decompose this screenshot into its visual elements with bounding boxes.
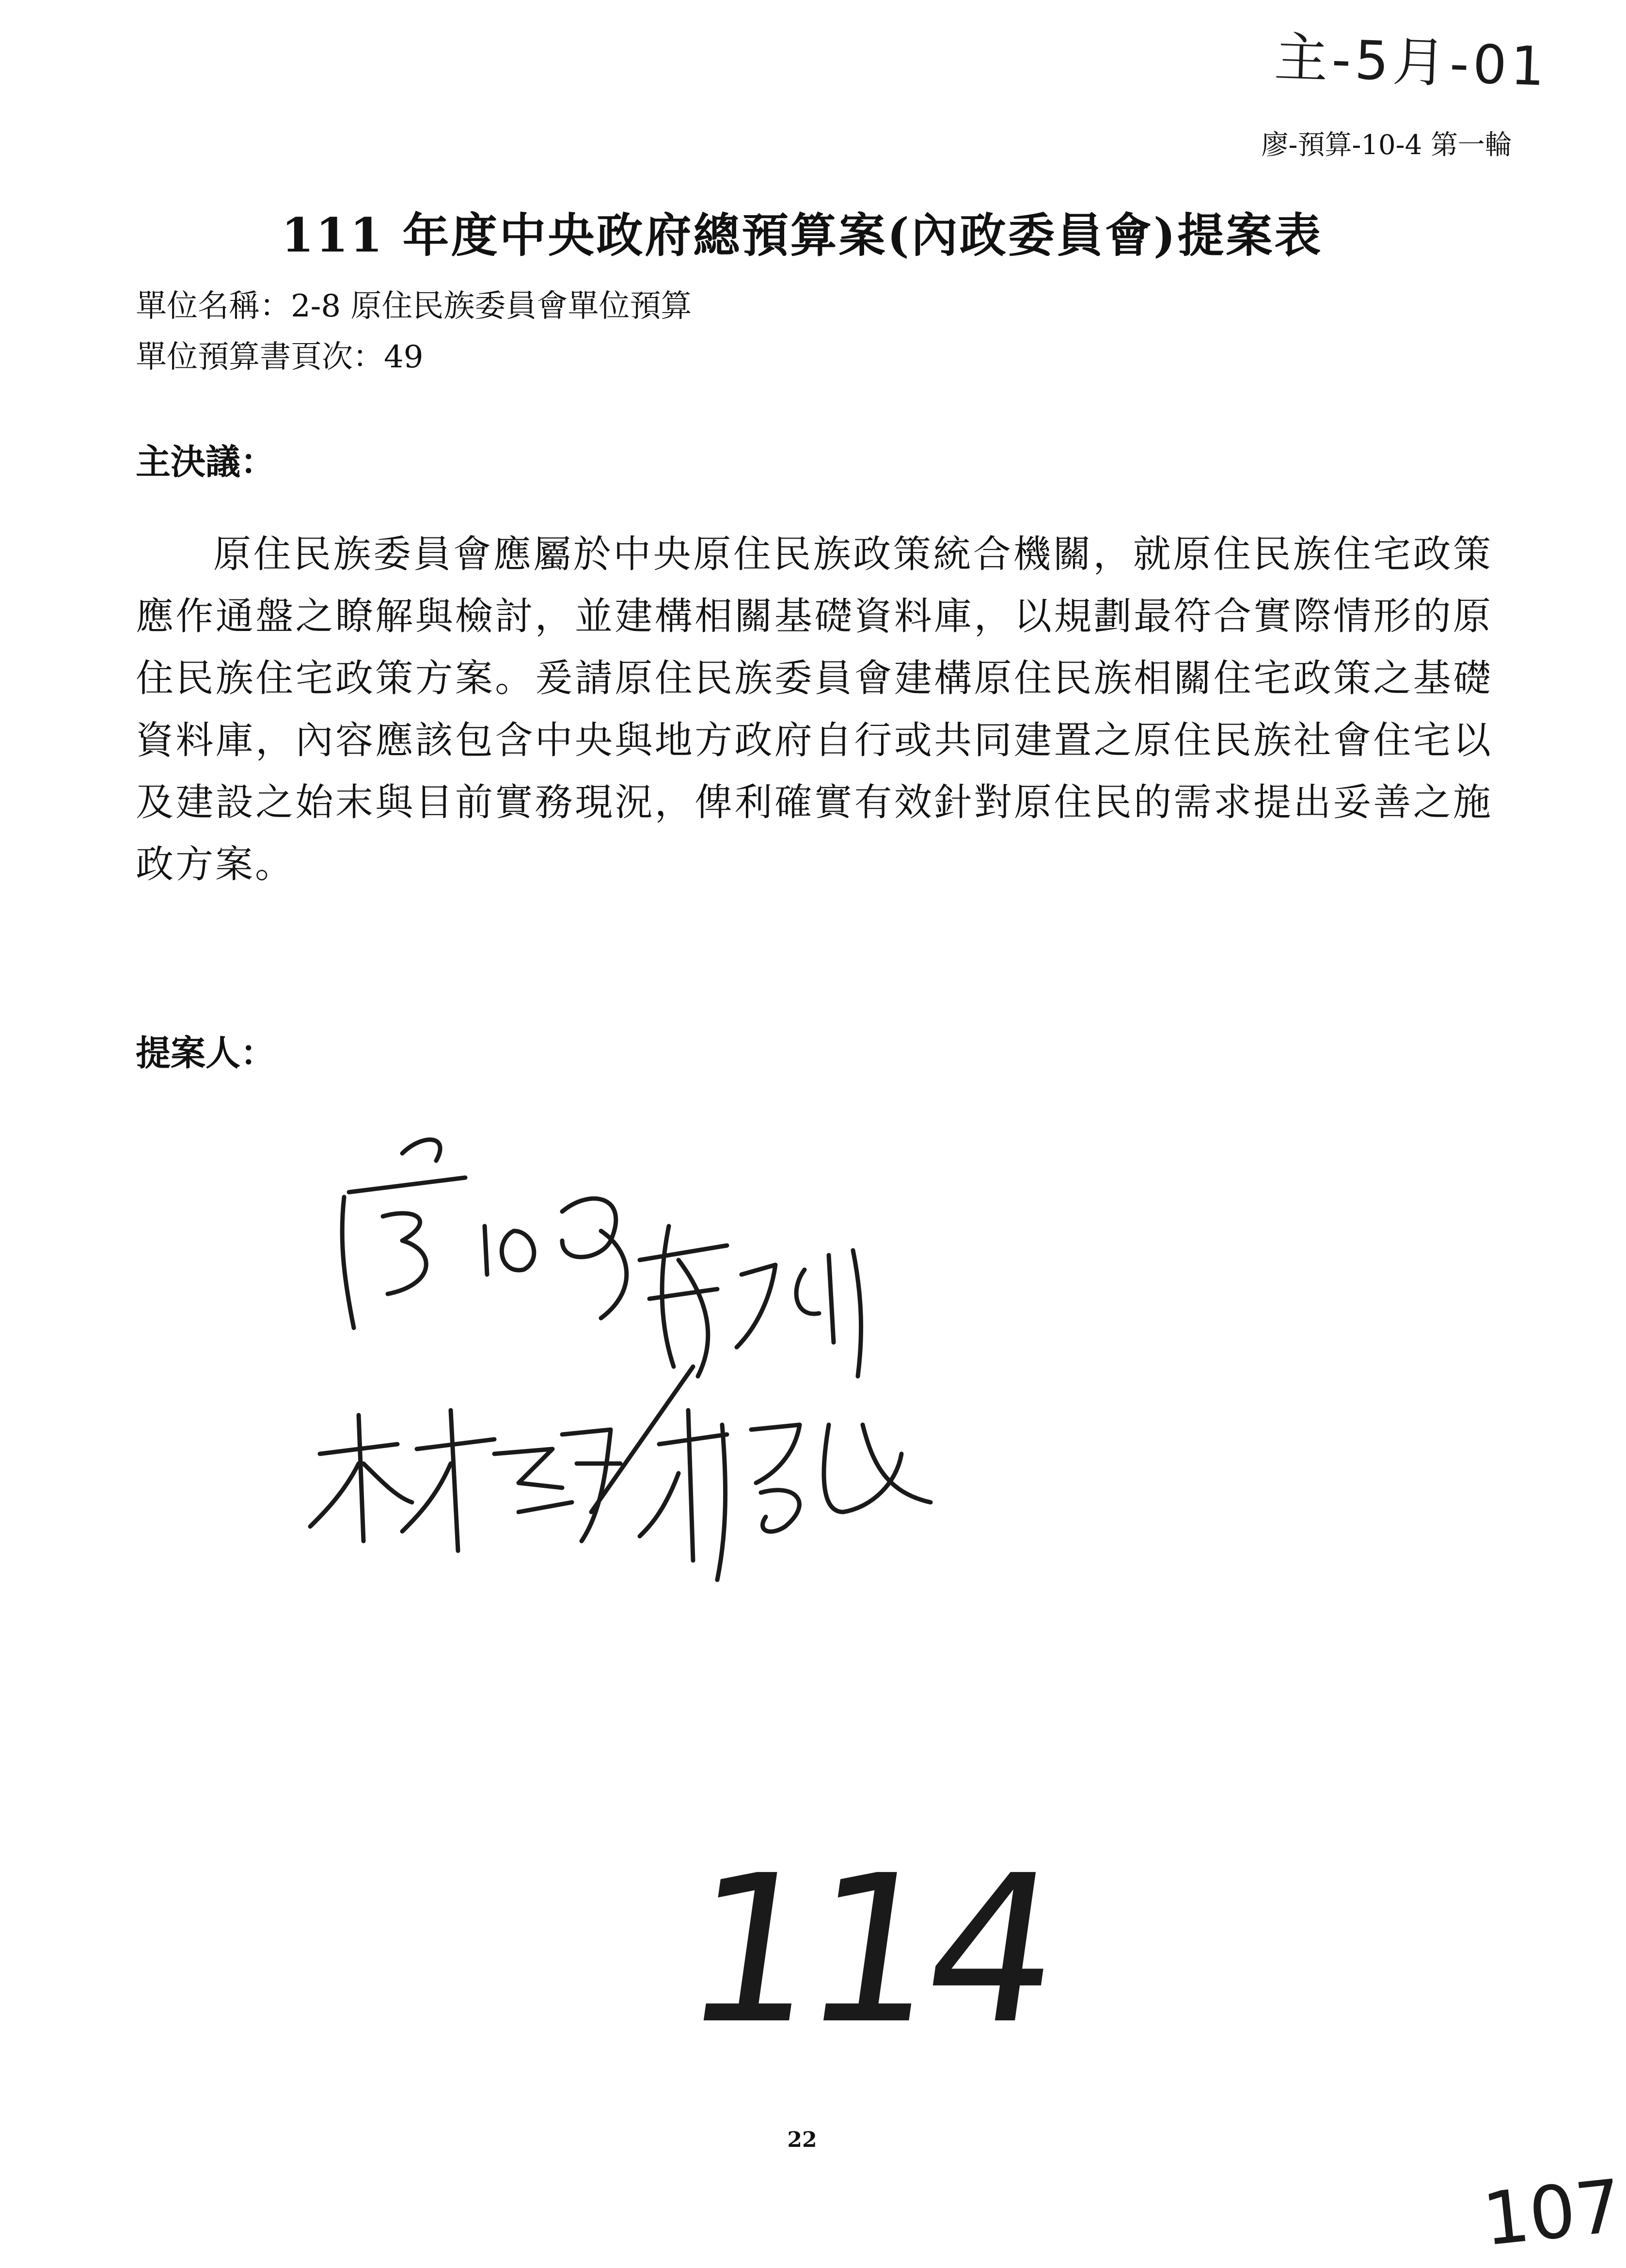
- resolution-body: 原住民族委員會應屬於中央原住民族政策統合機關，就原住民族住宅政策應作通盤之瞭解與檢討，並建構相關基礎資料庫，以規劃最符合實際情形的原住民族住宅政策方案。爰請原住民族委員會建構原住民族相關住宅政策之基礎資料庫，內容應該包含中央與地方政府自行或共同建置之原住民族社會住宅以及建設之始末與目前實務現況，俾利確實有效針對原住民的需求提出妥善之施政方案。: [136, 533, 1493, 886]
- document-title: 111 年度中央政府總預算案(內政委員會)提案表: [281, 208, 1323, 263]
- handwritten-reference-mark: 主-5月-01: [1273, 26, 1550, 98]
- handwritten-corner-number: 107: [1479, 2164, 1626, 2263]
- signature-1: [342, 1140, 627, 1328]
- resolution-label: 主決議：: [136, 441, 276, 482]
- signature-3: [310, 1410, 620, 1551]
- page-number: 22: [787, 2127, 817, 2152]
- handwritten-number: 114: [671, 1832, 1065, 2069]
- document-code: 廖-預算-10-4 第一輪: [1261, 129, 1512, 161]
- proposer-label: 提案人：: [136, 1032, 276, 1073]
- signature-4: [640, 1410, 931, 1580]
- handwritten-signatures: [291, 1115, 1018, 1623]
- unit-page-line: 單位預算書頁次：49: [136, 339, 424, 375]
- unit-name-line: 單位名稱：2-8 原住民族委員會單位預算: [136, 288, 692, 324]
